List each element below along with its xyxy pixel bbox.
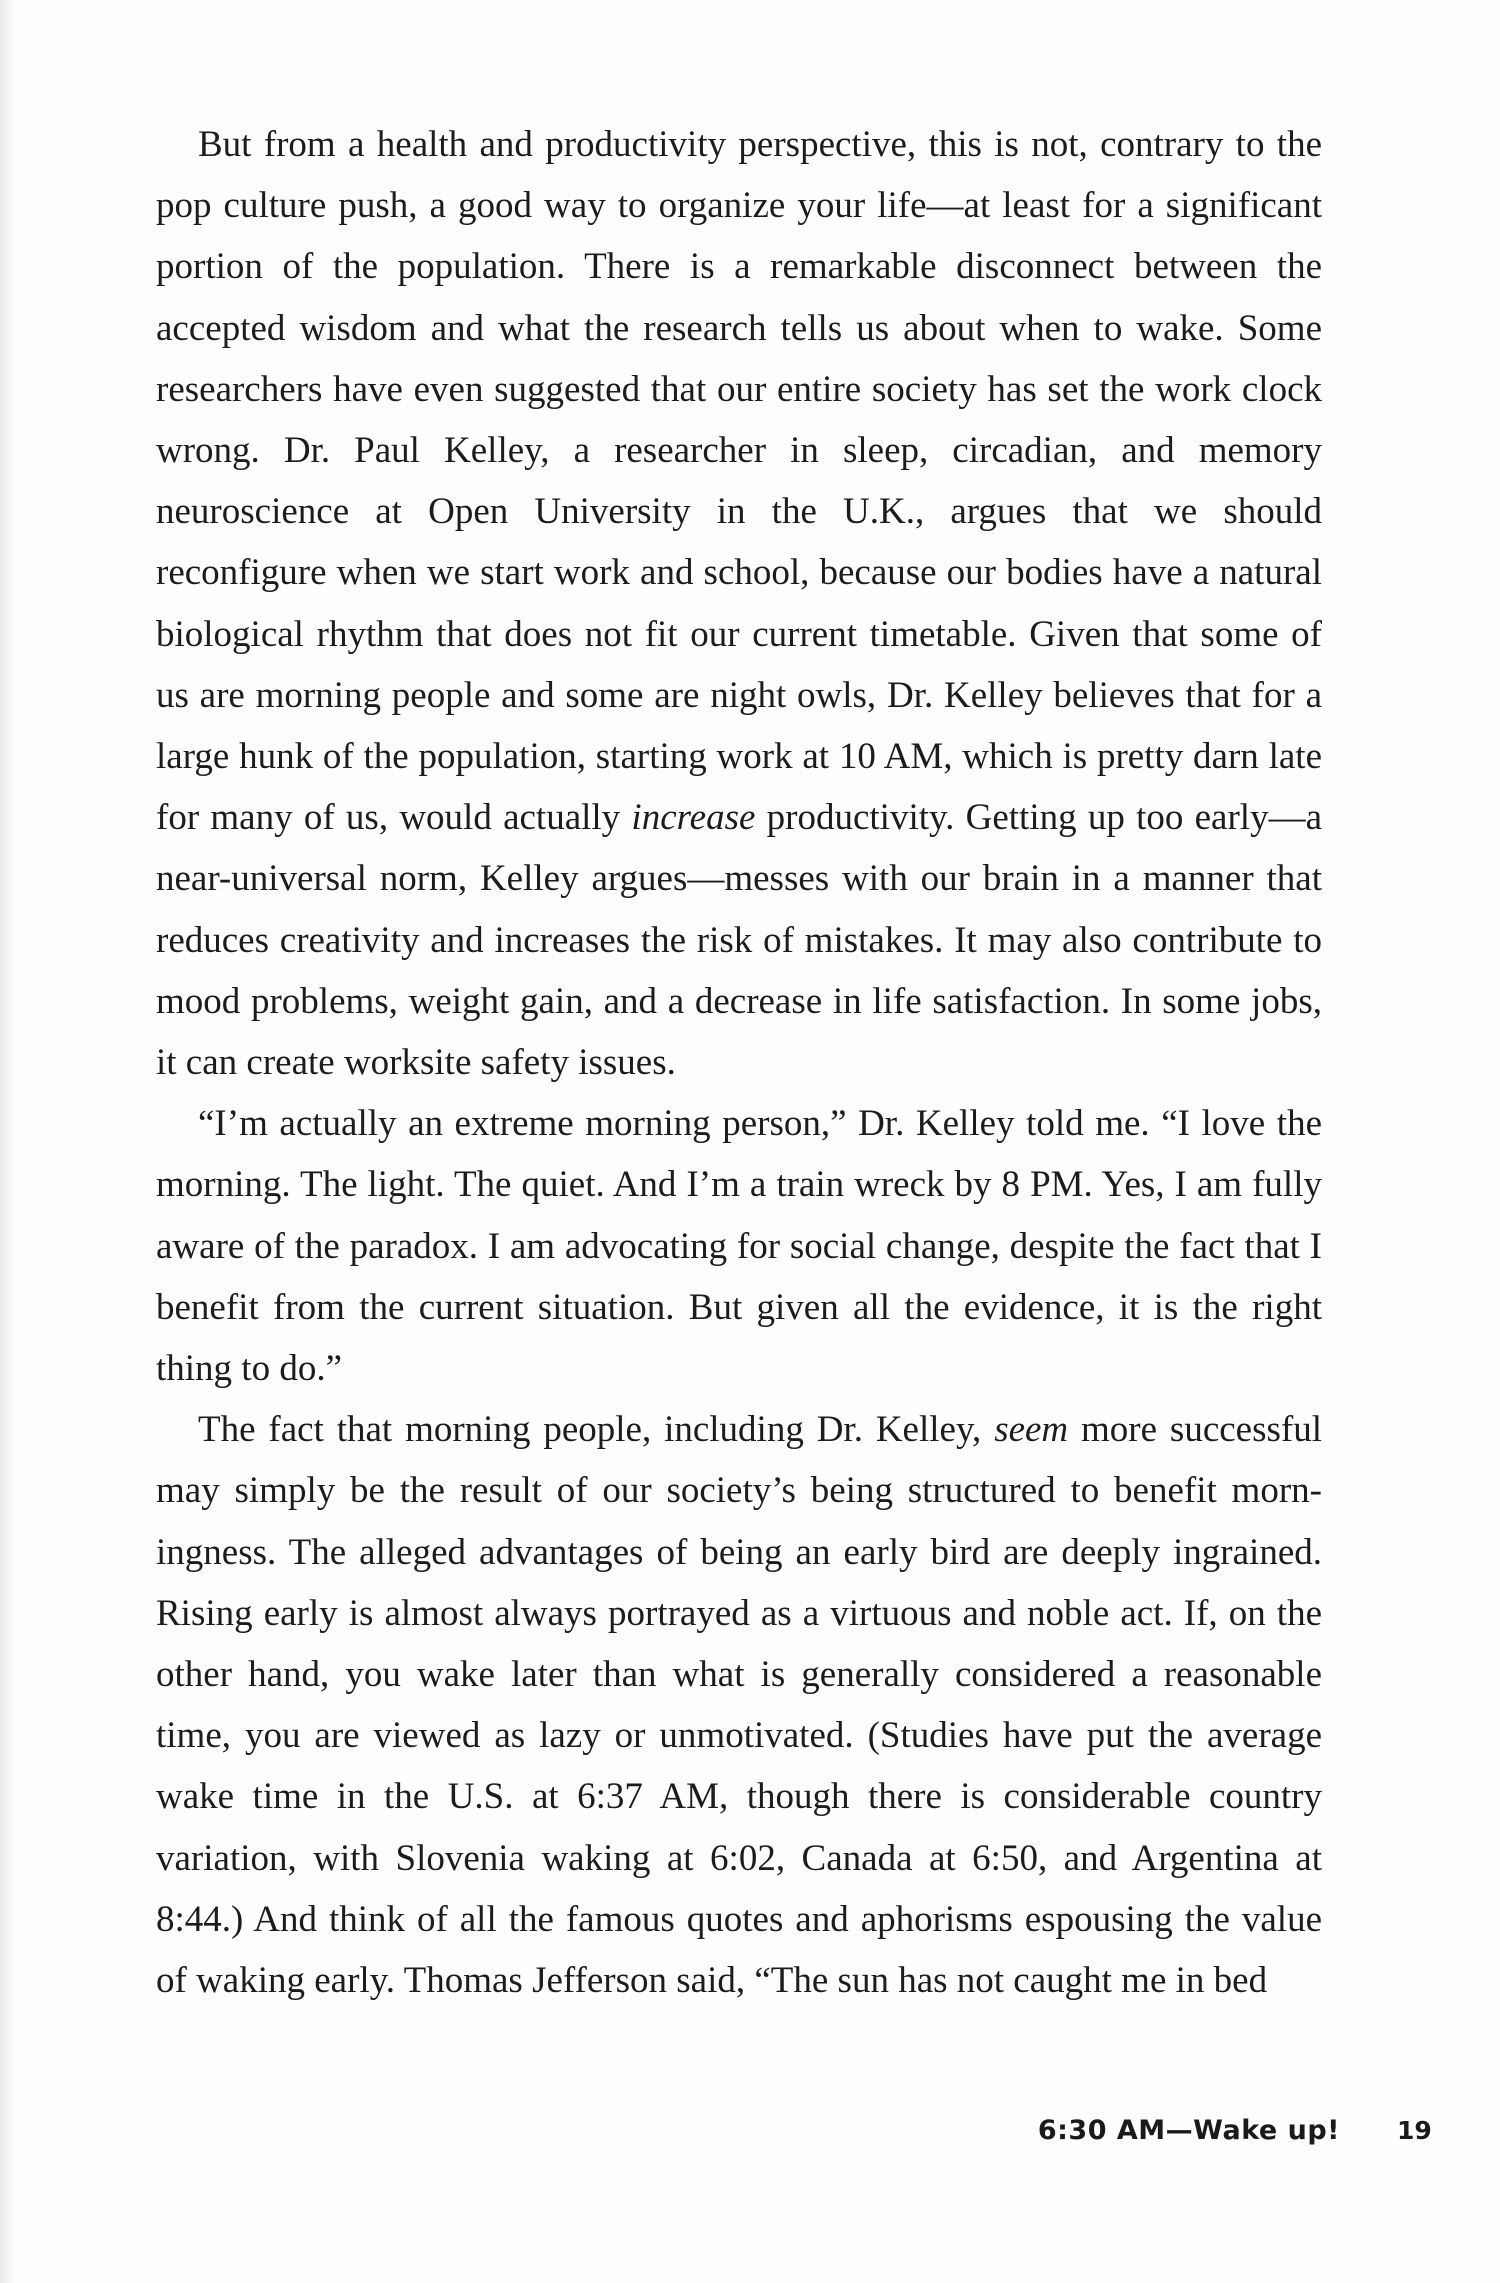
paragraph-3 [156,1399,1322,2011]
running-head: 6:30 AM—Wake up! [1037,2115,1340,2146]
emphasis-seem: seem [994,1409,1069,1451]
paragraph-3-run-2: more successful may simply be the result of our society’s being structured to benefit morningness. The alleged advantages of being an early bird are deeply ingrained. Rising early is almost always portrayed as a virtuous and noble act. If, on the other hand, you wake later than what is generally considered a reasonable time, you are viewed as lazy or unmotivated. (Studies have put the average wake time in the U.S. at 6:37 AM, though there is considerable country variation, with Slovenia waking at 6:02, Canada at 6:50, and Argentina at 8:44.) And think of all the famous quotes and aphorisms espousing the value of waking early. Thomas Jefferson said, “The sun has not caught me in bed [156,1409,1322,2002]
emphasis-increase: increase [631,797,756,839]
paragraph-1 [156,114,1322,1093]
page-number: 19 [1397,2116,1432,2145]
paragraph-1-run-2: productivity. Getting up too early—a near-universal norm, Kelley argues—messes with our brain in a manner that reduces creativity and increases the risk of mistakes. It may also contribute to mood problems, weight gain, and a decrease in life satisfaction. In some jobs, it can create worksite safety issues. [156,797,1322,1084]
body-text [156,114,1322,2011]
paragraph-3-run-1: The fact that morning people, including Dr. Kelley, [198,1409,995,1451]
paragraph-2-run-1: “I’m actually an extreme morning person,” Dr. Kelley told me. “I love the morning. The light. The quiet. And I’m a train wreck by 8 PM. Yes, I am fully aware of the paradox. I am advocating for social change, despite the fact that I benefit from the current situation. But given all the evidence, it is the right thing to do.” [156,1103,1322,1390]
paragraph-2 [156,1093,1322,1399]
page-gutter-shadow [0,0,14,2283]
page-footer [0,2115,1500,2165]
paragraph-1-run-1: But from a health and productivity perspective, this is not, contrary to the pop culture push, a good way to organize your life—at least for a significant portion of the population. There is a remarkable disconnect between the accepted wisdom and what the research tells us about when to wake. Some researchers have even suggested that our entire society has set the work clock wrong. Dr. Paul Kelley, a researcher in sleep, circadian, and memory neuroscience at Open University in the U.K., argues that we should reconfigure when we start work and school, because our bodies have a natural biological rhythm that does not fit our current timetable. Given that some of us are morning people and some are night owls, Dr. Kelley believes that for a large hunk of the population, starting work at 10 AM, which is pretty darn late for many of us, would actually [156,124,1322,839]
